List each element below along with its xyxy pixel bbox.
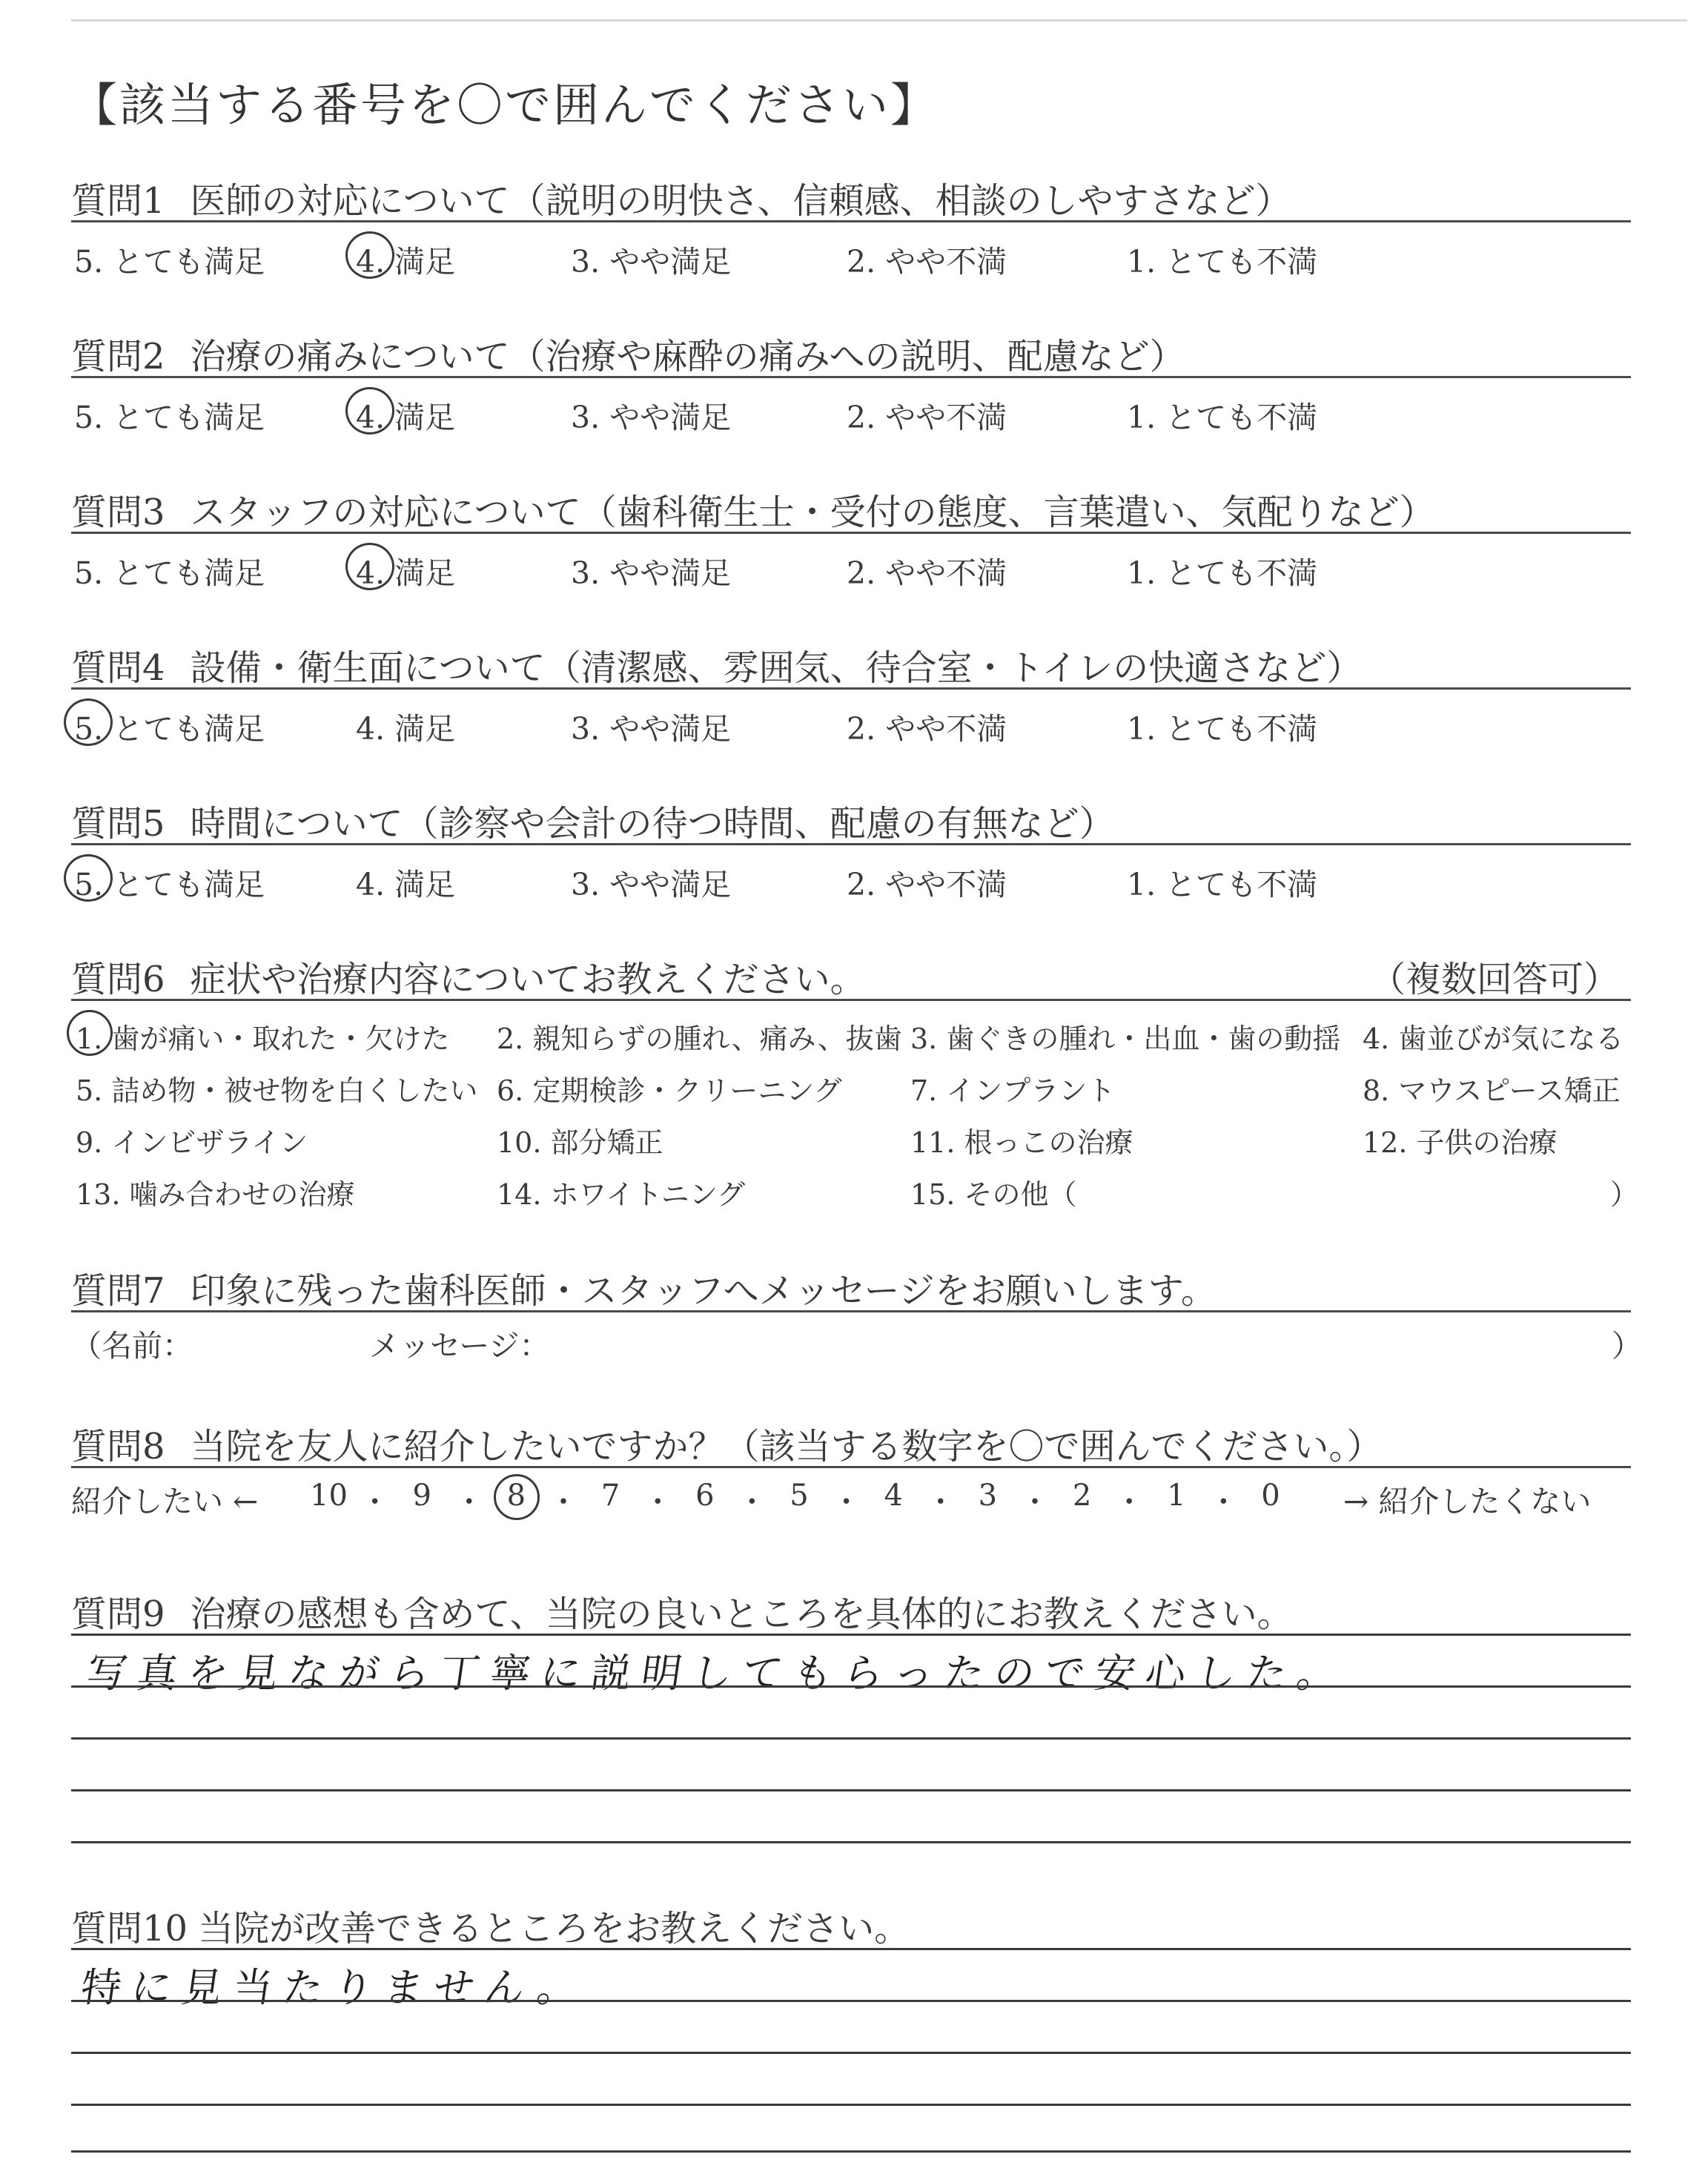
rating-option[interactable]: 5. とても満足 bbox=[74, 867, 265, 902]
question-text: 当院が改善できるところをお教えください。 bbox=[198, 1908, 910, 1949]
handwritten-answer: 写真を見ながら丁寧に説明してもらったので安心した。 bbox=[84, 1650, 1351, 1697]
name-label: （名前： bbox=[71, 1328, 193, 1364]
symptom-option[interactable]: 6. 定期検診・クリーニング bbox=[497, 1074, 842, 1107]
symptom-option[interactable]: 5. 詰め物・被せ物を白くしたい bbox=[76, 1074, 478, 1107]
answer-line bbox=[71, 2000, 1631, 2002]
scale-value[interactable]: 9 bbox=[412, 1479, 431, 1513]
answer-line bbox=[71, 1841, 1631, 1843]
symptom-option[interactable]: 9. インビザライン bbox=[76, 1126, 308, 1159]
symptom-option[interactable]: 13. 噛み合わせの治療 bbox=[76, 1178, 355, 1211]
question-text: 治療の痛みについて（治療や麻酔の痛みへの説明、配慮など） bbox=[190, 336, 1185, 377]
question-label: 質問9 bbox=[71, 1593, 165, 1635]
question-6 bbox=[71, 951, 866, 1002]
circled-answer-mark bbox=[64, 698, 113, 746]
question-label: 質問4 bbox=[71, 647, 165, 689]
answer-line bbox=[71, 2052, 1631, 2054]
scale-separator: ・ bbox=[454, 1485, 484, 1519]
rating-option[interactable]: 3. やや満足 bbox=[571, 244, 732, 280]
question-5 bbox=[71, 795, 1115, 846]
question-text: 印象に残った歯科医師・スタッフへメッセージをお願いします。 bbox=[190, 1270, 1217, 1312]
question-rule bbox=[71, 1310, 1631, 1312]
closing-paren: ） bbox=[1610, 1178, 1639, 1211]
question-label: 質問3 bbox=[71, 492, 165, 533]
rating-option[interactable]: 1. とても不満 bbox=[1127, 711, 1318, 747]
circled-answer-mark bbox=[345, 387, 394, 435]
scale-value[interactable]: 7 bbox=[600, 1479, 620, 1513]
symptom-option[interactable]: 2. 親知らずの腫れ、痛み、抜歯 bbox=[497, 1023, 902, 1055]
answer-line bbox=[71, 1685, 1631, 1688]
rating-option[interactable]: 3. やや満足 bbox=[571, 400, 732, 435]
circled-answer-mark bbox=[345, 543, 394, 590]
rating-option[interactable]: 4. 満足 bbox=[356, 867, 456, 902]
not-recommend-label: → 紹介したくない bbox=[1343, 1484, 1592, 1519]
question-rule bbox=[71, 843, 1631, 845]
rating-option[interactable]: 4. 満足 bbox=[356, 555, 456, 591]
question-label: 質問8 bbox=[71, 1426, 165, 1467]
question-text: 治療の感想も含めて、当院の良いところを具体的にお教えください。 bbox=[190, 1593, 1293, 1635]
scale-separator: ・ bbox=[737, 1485, 767, 1519]
answer-line bbox=[71, 2104, 1631, 2106]
rating-option[interactable]: 1. とても不満 bbox=[1127, 244, 1318, 280]
question-8 bbox=[71, 1418, 1383, 1469]
question-label: 質問6 bbox=[71, 959, 165, 1000]
question-1 bbox=[71, 172, 1291, 223]
handwritten-answer: 特に見当たりません。 bbox=[78, 1964, 592, 2011]
rating-option[interactable]: 1. とても不満 bbox=[1127, 867, 1318, 902]
answer-line bbox=[71, 1634, 1631, 1636]
scale-value[interactable]: 10 bbox=[310, 1479, 348, 1513]
scale-separator: ・ bbox=[1114, 1485, 1145, 1519]
message-label: メッセージ： bbox=[369, 1328, 550, 1364]
symptom-option[interactable]: 1. 歯が痛い・取れた・欠けた bbox=[76, 1023, 450, 1055]
rating-option[interactable]: 4. 満足 bbox=[356, 711, 456, 747]
rating-option[interactable]: 2. やや不満 bbox=[847, 244, 1007, 280]
top-border bbox=[71, 19, 1687, 22]
question-7 bbox=[71, 1262, 1217, 1313]
rating-option[interactable]: 5. とても満足 bbox=[74, 244, 265, 280]
answer-line bbox=[71, 1948, 1631, 1950]
scale-value[interactable]: 3 bbox=[978, 1479, 998, 1513]
rating-option[interactable]: 1. とても不満 bbox=[1127, 400, 1318, 435]
scale-value[interactable]: 1 bbox=[1167, 1479, 1186, 1513]
rating-option[interactable]: 1. とても不満 bbox=[1127, 555, 1318, 591]
instruction-header: 【該当する番号を〇で囲んでください】 bbox=[71, 78, 939, 132]
scale-separator: ・ bbox=[1208, 1485, 1239, 1519]
scale-value[interactable]: 2 bbox=[1072, 1479, 1092, 1513]
scale-separator: ・ bbox=[360, 1485, 390, 1519]
question-label: 質問7 bbox=[71, 1270, 165, 1312]
question-10 bbox=[71, 1900, 910, 1951]
symptom-option[interactable]: 10. 部分矯正 bbox=[497, 1126, 663, 1159]
circled-answer-mark bbox=[494, 1474, 540, 1520]
question-rule bbox=[71, 532, 1631, 534]
scale-value[interactable]: 4 bbox=[884, 1479, 903, 1513]
question-rule bbox=[71, 1466, 1631, 1468]
symptom-option[interactable]: 12. 子供の治療 bbox=[1363, 1126, 1558, 1159]
rating-option[interactable]: 5. とても満足 bbox=[74, 711, 265, 747]
rating-option[interactable]: 3. やや満足 bbox=[571, 711, 732, 747]
symptom-option[interactable]: 15. その他（ bbox=[910, 1178, 1077, 1211]
symptom-option[interactable]: 8. マウスピース矯正 bbox=[1363, 1074, 1621, 1107]
rating-option[interactable]: 2. やや不満 bbox=[847, 867, 1007, 902]
rating-option[interactable]: 2. やや不満 bbox=[847, 555, 1007, 591]
rating-option[interactable]: 3. やや満足 bbox=[571, 867, 732, 902]
scale-value[interactable]: 8 bbox=[506, 1479, 526, 1513]
rating-option[interactable]: 4. 満足 bbox=[356, 244, 456, 280]
question-rule bbox=[71, 376, 1631, 378]
question-4 bbox=[71, 639, 1362, 690]
question-text: 設備・衛生面について（清潔感、雰囲気、待合室・トイレの快適さなど） bbox=[190, 647, 1363, 689]
question-text: 時間について（診察や会計の待つ時間、配慮の有無など） bbox=[190, 803, 1115, 845]
question-label: 質問1 bbox=[71, 180, 165, 222]
rating-option[interactable]: 3. やや満足 bbox=[571, 555, 732, 591]
symptom-option[interactable]: 3. 歯ぐきの腫れ・出血・歯の動揺 bbox=[910, 1023, 1341, 1055]
symptom-option[interactable]: 7. インプラント bbox=[910, 1074, 1116, 1107]
recommend-label: 紹介したい ← bbox=[71, 1484, 259, 1519]
question-text: 症状や治療内容についてお教えください。 bbox=[190, 959, 866, 1000]
scale-separator: ・ bbox=[831, 1485, 861, 1519]
circled-answer-mark bbox=[67, 1010, 113, 1056]
scale-separator: ・ bbox=[1020, 1485, 1050, 1519]
scale-value[interactable]: 0 bbox=[1261, 1479, 1280, 1513]
answer-line bbox=[71, 1789, 1631, 1791]
rating-option[interactable]: 2. やや不満 bbox=[847, 711, 1007, 747]
scale-separator: ・ bbox=[643, 1485, 673, 1519]
question-9 bbox=[71, 1585, 1293, 1636]
symptom-option[interactable]: 11. 根っこの治療 bbox=[910, 1126, 1133, 1159]
question-rule bbox=[71, 687, 1631, 690]
circled-answer-mark bbox=[345, 231, 394, 279]
question-rule bbox=[71, 220, 1631, 222]
answer-line bbox=[71, 2150, 1631, 2153]
scale-separator: ・ bbox=[925, 1485, 956, 1519]
scale-value[interactable]: 6 bbox=[695, 1479, 715, 1513]
scale-value[interactable]: 5 bbox=[790, 1479, 809, 1513]
answer-line bbox=[71, 1737, 1631, 1740]
symptom-option[interactable]: 14. ホワイトニング bbox=[497, 1178, 746, 1211]
rating-option[interactable]: 2. やや不満 bbox=[847, 400, 1007, 435]
scale-separator: ・ bbox=[549, 1485, 578, 1519]
question-label: 質問5 bbox=[71, 803, 165, 845]
rating-option[interactable]: 5. とても満足 bbox=[74, 555, 265, 591]
question-2 bbox=[71, 328, 1185, 379]
symptom-option[interactable]: 4. 歯並びが気になる bbox=[1363, 1023, 1624, 1055]
question-rule bbox=[71, 999, 1631, 1001]
closing-paren: ） bbox=[1612, 1328, 1642, 1364]
question-text: スタッフの対応について（歯科衛生士・受付の態度、言葉遣い、気配りなど） bbox=[190, 492, 1435, 533]
question-3 bbox=[71, 483, 1435, 535]
circled-answer-mark bbox=[64, 854, 113, 902]
question-label: 質問10 bbox=[71, 1908, 188, 1949]
question-text: 当院を友人に紹介したいですか？（該当する数字を〇で囲んでください。） bbox=[190, 1426, 1383, 1467]
rating-option[interactable]: 4. 満足 bbox=[356, 400, 456, 435]
rating-option[interactable]: 5. とても満足 bbox=[74, 400, 265, 435]
multiple-answer-note: （複数回答可） bbox=[1370, 959, 1620, 1000]
question-label: 質問2 bbox=[71, 336, 165, 377]
question-text: 医師の対応について（説明の明快さ、信頼感、相談のしやすさなど） bbox=[190, 180, 1291, 222]
